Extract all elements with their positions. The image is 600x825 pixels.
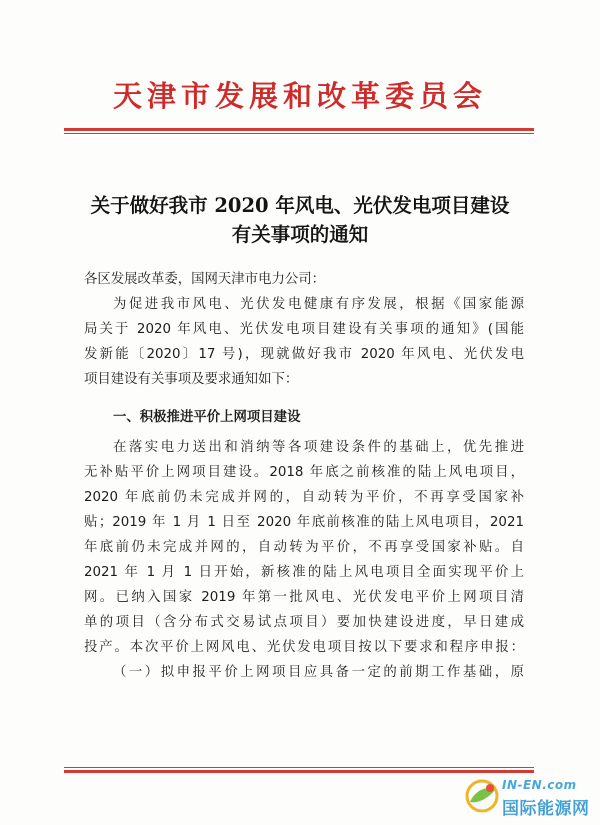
body-line: 2020 年底前仍未完成并网的，自动转为平价，不再享受国家补 bbox=[84, 490, 524, 505]
watermark-cn: 国际能源网 bbox=[502, 799, 590, 819]
body-line: 为促进我市风电、光伏发电健康有序发展，根据《国家能源 bbox=[113, 297, 524, 312]
watermark-logo bbox=[462, 776, 592, 820]
document-title-line-1: 关于做好我市 2020 年风电、光伏发电项目建设 bbox=[90, 194, 510, 217]
body-line: 在落实电力送出和消纳等各项建设条件的基础上，优先推进 bbox=[113, 440, 524, 455]
body-line: 网。已纳入国家 2019 年第一批风电、光伏发电平价上网项目清 bbox=[84, 590, 524, 605]
body-line: 发新能〔2020〕17 号)，现就做好我市 2020 年风电、光伏发电 bbox=[84, 347, 524, 362]
watermark-en: IN-EN.com bbox=[502, 778, 577, 792]
body-line: 投产。本次平价上网风电、光伏发电项目按以下要求和程序申报： bbox=[84, 640, 524, 655]
body-line: 贴；2019 年 1 月 1 日至 2020 年底前核准的陆上风电项目，2021 bbox=[84, 515, 524, 530]
issuer-masthead: 天津市发展和改革委员会 bbox=[112, 79, 487, 113]
body-line: 2021 年 1 月 1 日开始，新核准的陆上风电项目全面实现平价上 bbox=[84, 565, 524, 580]
document-title-line-2: 有关事项的通知 bbox=[231, 223, 369, 246]
masthead-rule-thick bbox=[64, 128, 534, 131]
footer-rule-thick bbox=[64, 770, 534, 773]
body-line: （一）拟申报平价上网项目应具备一定的前期工作基础，原 bbox=[113, 665, 524, 680]
sun-leaf-icon bbox=[462, 776, 502, 816]
body-line: 局关于 2020 年风电、光伏发电项目建设有关事项的通知》(国能 bbox=[84, 322, 524, 337]
section-heading: 一、积极推进平价上网项目建设 bbox=[113, 410, 301, 425]
body-line: 年底前仍未完成并网的，自动转为平价，不再享受国家补贴。自 bbox=[84, 540, 524, 555]
footer-rule-thin bbox=[64, 767, 534, 768]
body-line: 单的项目（含分布式交易试点项目）要加快建设进度，早日建成 bbox=[84, 615, 524, 630]
masthead-rule-thin bbox=[64, 133, 534, 134]
body-line: 项目建设有关事项及要求通知如下： bbox=[84, 372, 299, 387]
salutation: 各区发展改革委，国网天津市电力公司： bbox=[84, 272, 326, 287]
body-line: 无补贴平价上网项目建设。2018 年底之前核准的陆上风电项目， bbox=[84, 465, 524, 480]
